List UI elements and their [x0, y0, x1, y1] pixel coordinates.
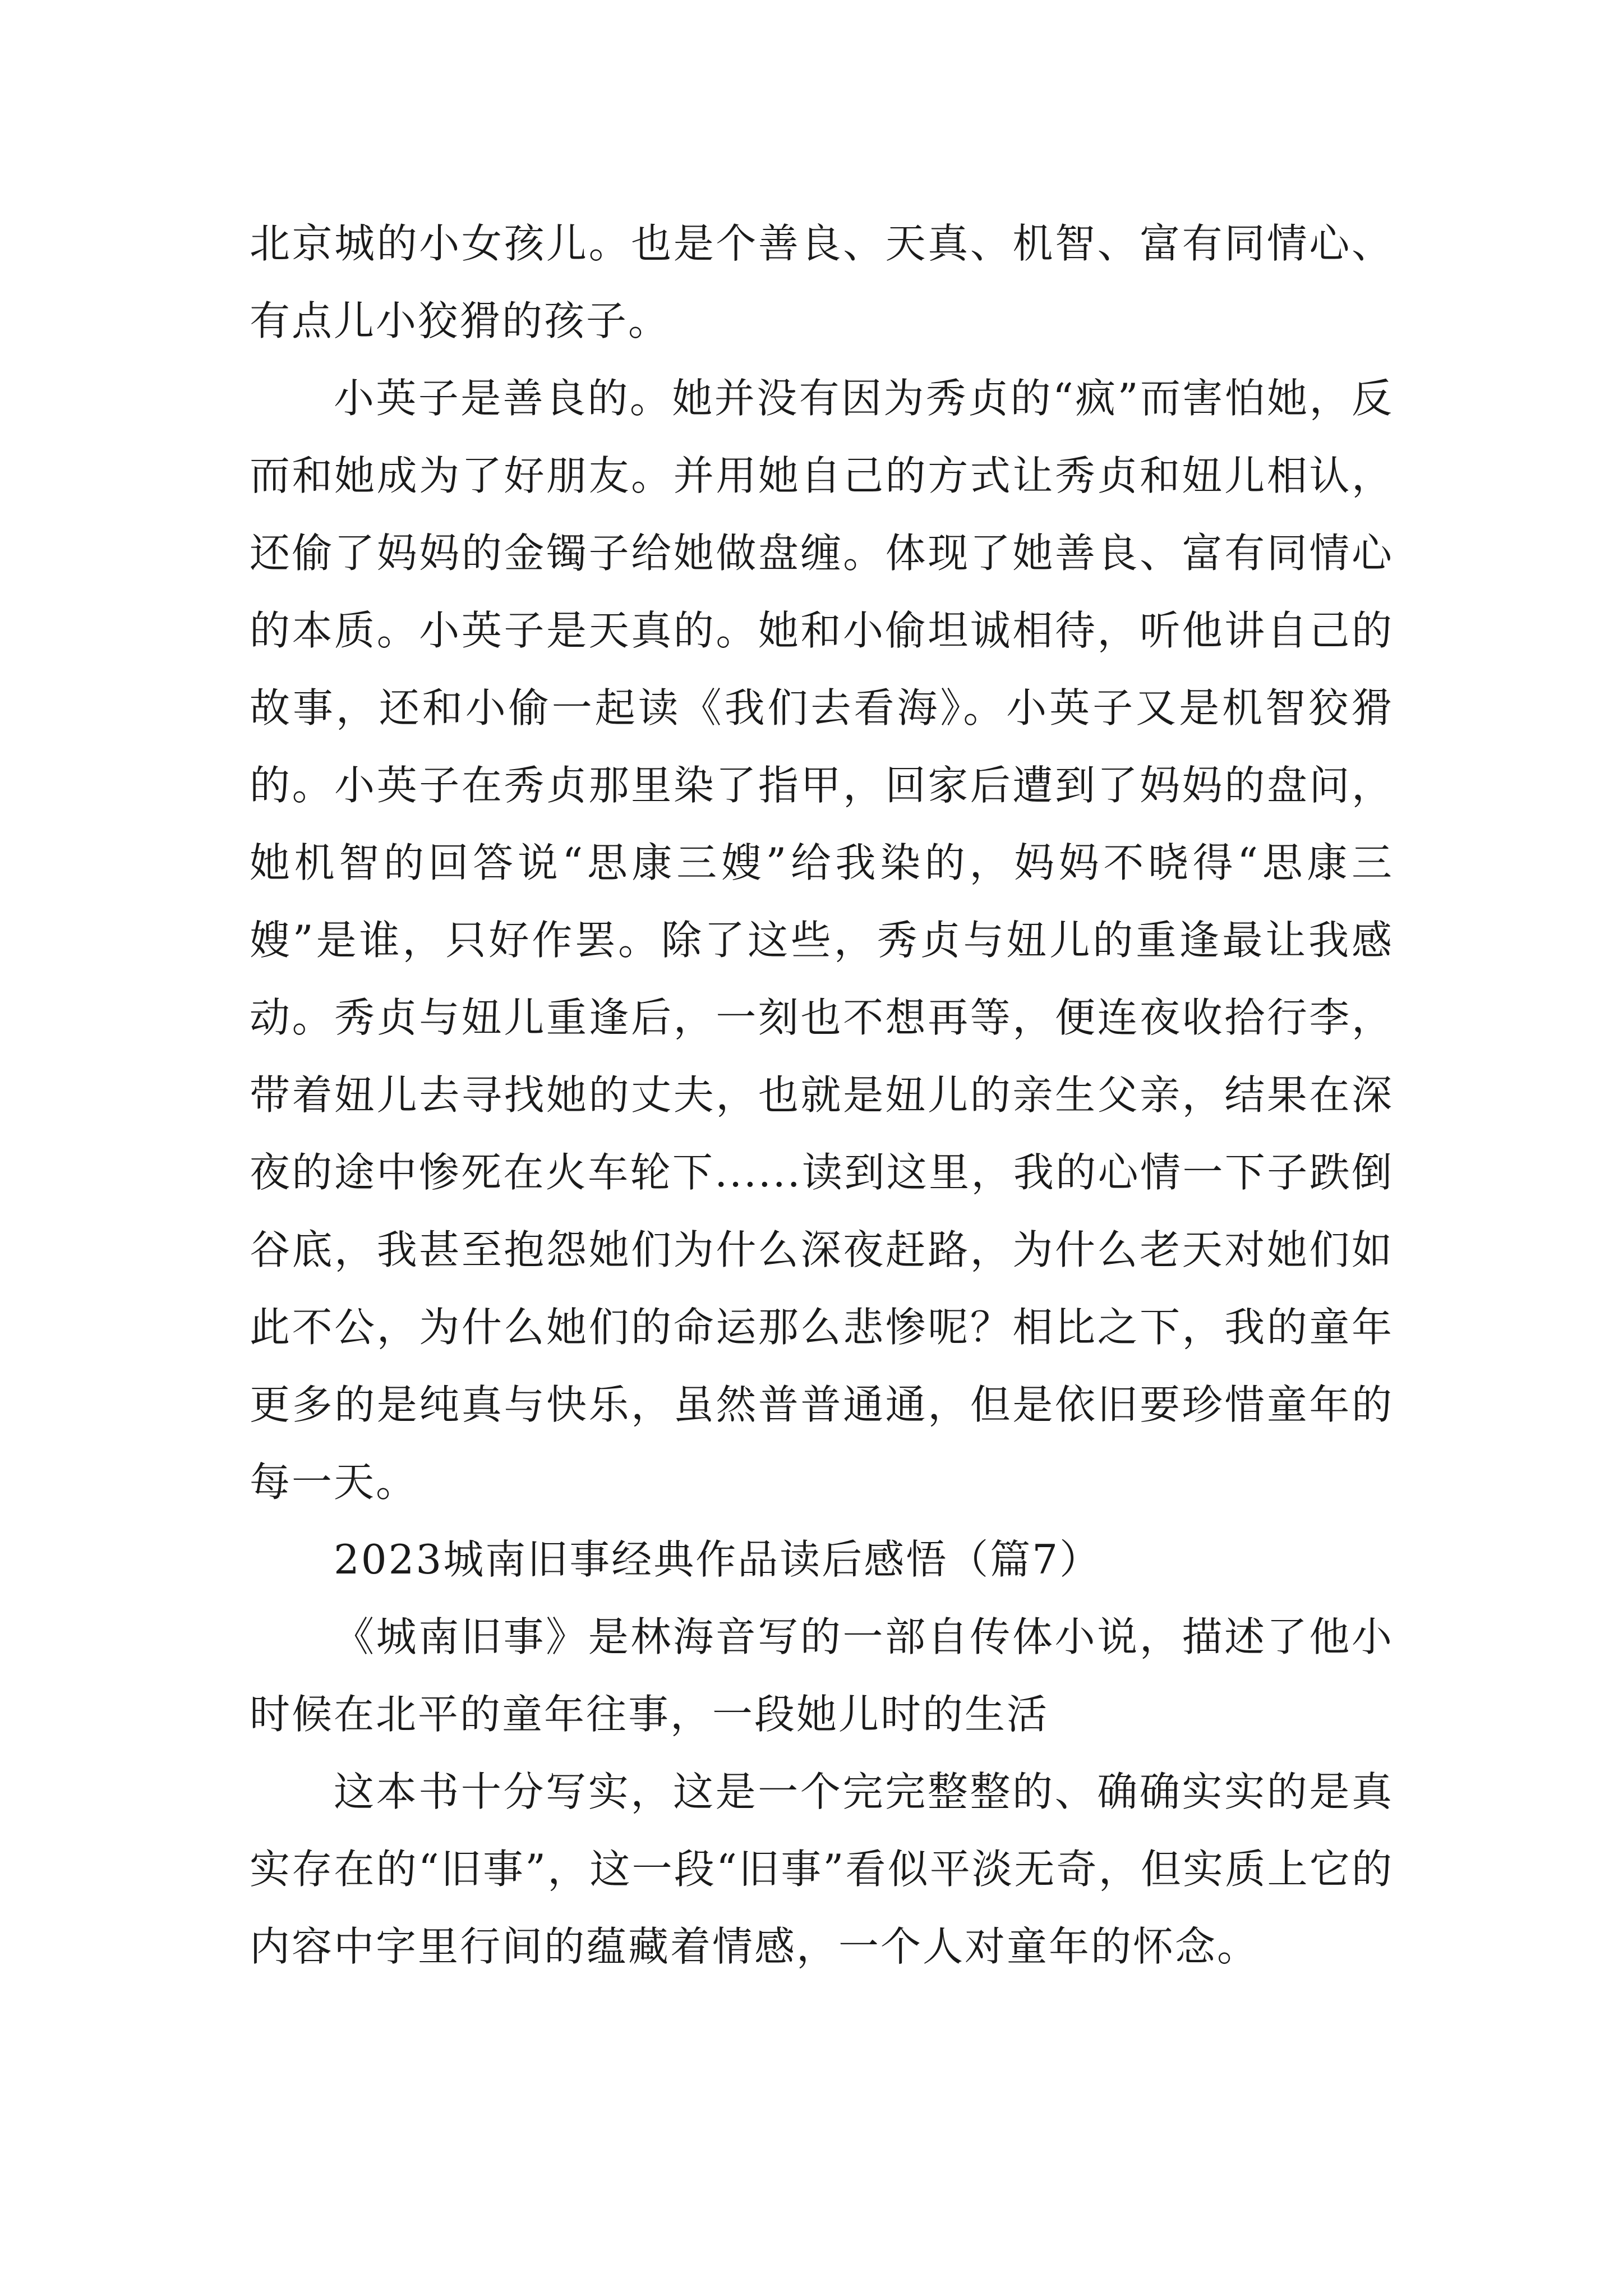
section-heading: 2023城南旧事经典作品读后感悟（篇7）	[334, 1536, 1102, 1583]
paragraph-conclusion: 这本书十分写实，这是一个完完整整的、确确实实的是真实存在的“旧事”，这一段“旧事”看似平淡无奇，但实质上它的内容中字里行间的蕴藏着情感，一个人对童年的怀念。	[250, 1768, 1394, 1970]
paragraph-intro: 《城南旧事》是林海音写的一部自传体小说，描述了他小时候在北平的童年往事，一段她儿时的生活	[250, 1613, 1394, 1738]
document-body	[250, 205, 1394, 1985]
paragraph-xiaoyingzi: 小英子是善良的。她并没有因为秀贞的“疯”而害怕她，反而和她成为了好朋友。并用她自己的方式让秀贞和妞儿相认，还偷了妈妈的金镯子给她做盘缠。体现了她善良、富有同情心的本质。小英子是天真的。她和小偷坦诚相待，听他讲自己的故事，还和小偷一起读《我们去看海》。小英子又是机智狡猾的。小英子在秀贞那里染了指甲，回家后遭到了妈妈的盘问，她机智的回答说“思康三嫂”给我染的，妈妈不晓得“思康三嫂”是谁，只好作罢。除了这些，秀贞与妞儿的重逢最让我感动。秀贞与妞儿重逢后，一刻也不想再等，便连夜收拾行李，带着妞儿去寻找她的丈夫，也就是妞儿的亲生父亲，结果在深夜的途中惨死在火车轮下......读到这里，我的心情一下子跌倒谷底，我甚至抱怨她们为什么深夜赶路，为什么老天对她们如此不公，为什么她们的命运那么悲惨呢？相比之下，我的童年更多的是纯真与快乐，虽然普普通通，但是依旧要珍惜童年的每一天。	[250, 375, 1394, 1506]
paragraph-continued: 北京城的小女孩儿。也是个善良、天真、机智、富有同情心、有点儿小狡猾的孩子。	[250, 220, 1394, 344]
